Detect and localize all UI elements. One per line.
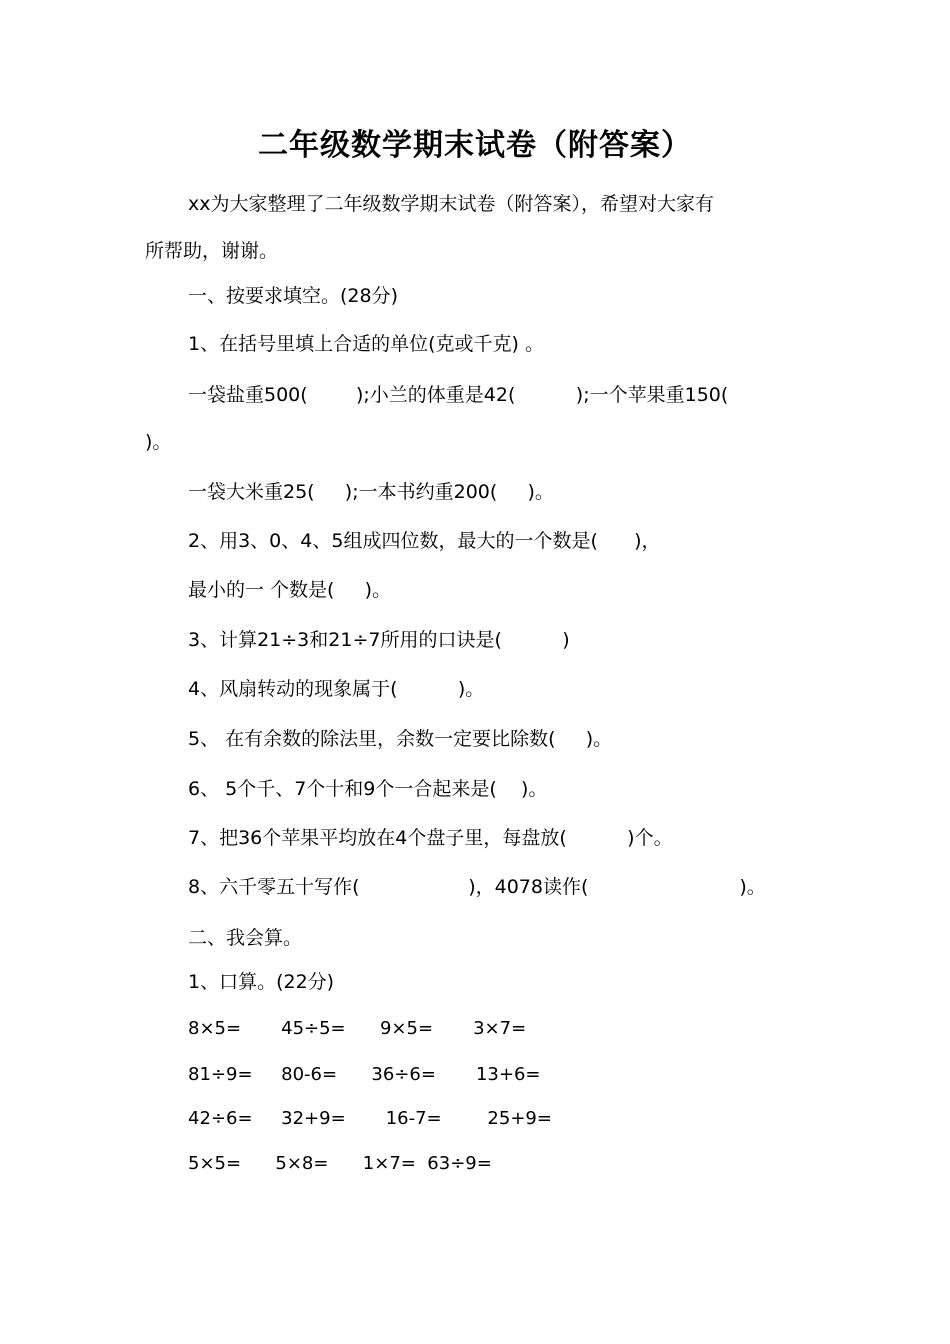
calc-row-4: 5×5= 5×8= 1×7= 63÷9= (188, 1153, 492, 1174)
intro-line-2: 所帮助，谢谢。 (145, 240, 279, 262)
calc-row-3: 42÷6= 32+9= 16-7= 25+9= (188, 1108, 552, 1129)
question-5: 5、 在有余数的除法里，余数一定要比除数( )。 (188, 728, 613, 750)
question-2: 2、用3、0、4、5组成四位数，最大的一个数是( )， (188, 530, 661, 552)
section-2-sub-1: 1、口算。(22分) (188, 971, 335, 993)
question-1: 1、在括号里填上合适的单位(克或千克) 。 (188, 333, 544, 355)
question-1-line-a: 一袋盐重500( );小兰的体重是42( );一个苹果重150( (188, 384, 729, 406)
question-8: 8、六千零五十写作( )，4078读作( )。 (188, 876, 766, 898)
section-2-heading: 二、我会算。 (188, 927, 303, 949)
calc-row-1: 8×5= 45÷5= 9×5= 3×7= (188, 1018, 527, 1039)
intro-line-1: xx为大家整理了二年级数学期末试卷（附答案），希望对大家有 (188, 193, 714, 215)
question-4: 4、风扇转动的现象属于( )。 (188, 678, 485, 700)
question-1-line-a-cont: )。 (145, 431, 172, 453)
document-title: 二年级数学期末试卷（附答案） (258, 128, 692, 163)
question-7: 7、把36个苹果平均放在4个盘子里，每盘放( )个。 (188, 827, 673, 849)
question-1-line-b: 一袋大米重25( );一本书约重200( )。 (188, 481, 554, 503)
question-3: 3、计算21÷3和21÷7所用的口诀是( ) (188, 629, 570, 651)
section-1-heading: 一、按要求填空。(28分) (188, 285, 399, 307)
question-2-cont: 最小的一 个数是( )。 (188, 579, 392, 601)
question-6: 6、 5个千、7个十和9个一合起来是( )。 (188, 778, 548, 800)
calc-row-2: 81÷9= 80-6= 36÷6= 13+6= (188, 1064, 541, 1085)
